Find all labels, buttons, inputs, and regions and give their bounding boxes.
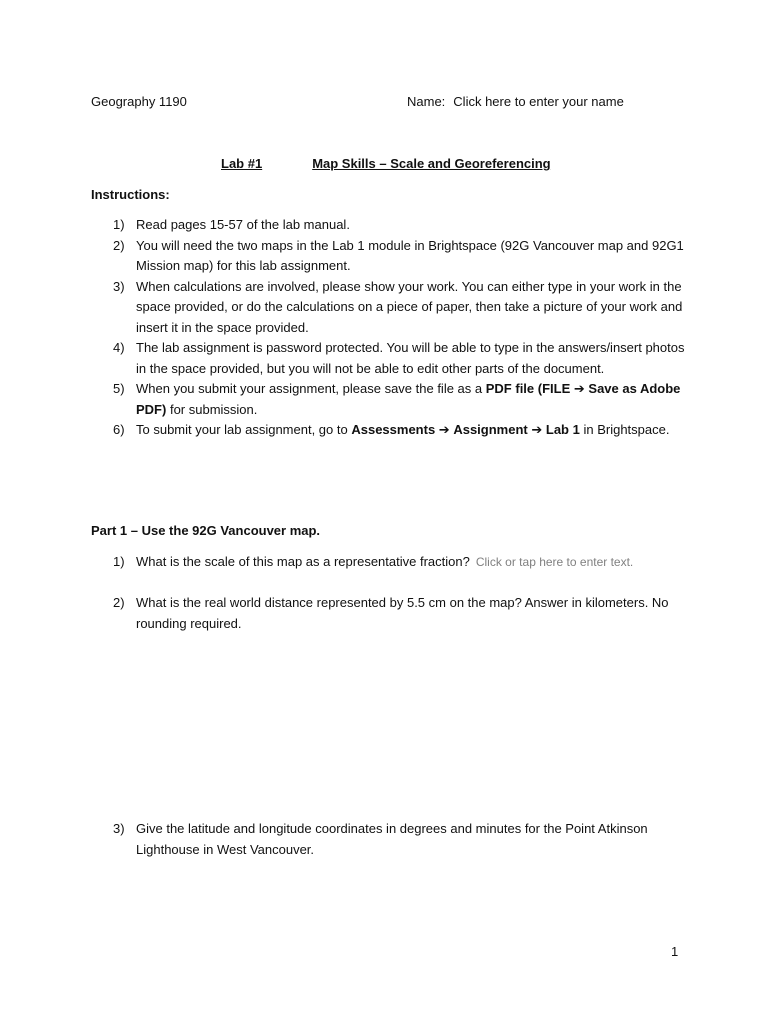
list-item-number: 1) (113, 217, 125, 232)
list-item (91, 277, 691, 339)
name-label: Name: (407, 94, 446, 109)
part1-heading: Part 1 – Use the 92G Vancouver map. (91, 523, 321, 538)
question-list (91, 593, 691, 634)
list-item-bold: PDF file (FILE (485, 381, 571, 396)
instructions-list (91, 215, 691, 441)
question-number: 3) (113, 821, 125, 836)
question-list (91, 552, 691, 573)
question-item (91, 593, 691, 634)
list-item-number: 4) (113, 340, 125, 355)
list-item-number: 6) (113, 422, 125, 437)
list-item (91, 215, 691, 236)
list-item-bold: Assignment (453, 422, 528, 437)
list-item-text: You will need the two maps in the Lab 1 module in Brightspace (92G Vancouver map and 92G1 Mission map) for this lab assignment. (136, 237, 684, 273)
arrow-right-icon: ➔ (573, 381, 585, 396)
list-item-number: 2) (113, 237, 125, 253)
instructions-heading: Instructions: (91, 187, 170, 202)
list-item (91, 420, 691, 441)
list-item-text: When calculations are involved, please show your work. You can either type in your work in the space provided, or do the calculations on a piece of paper, then take a picture of your work and insert it in the space provided. (136, 278, 683, 335)
arrow-right-icon: ➔ (438, 422, 450, 437)
list-item-bold: Assessments (351, 422, 436, 437)
answer-field[interactable]: Click or tap here to enter text. (475, 555, 634, 569)
name-row (407, 92, 624, 113)
question-number: 1) (113, 554, 125, 569)
question-number: 2) (113, 595, 125, 610)
list-item-text: The lab assignment is password protected. You will be able to type in the answers/insert photos in the space provided, but you will not be able to edit other parts of the document. (136, 340, 685, 376)
question-text: What is the scale of this map as a representative fraction? (136, 554, 470, 569)
list-item (91, 236, 691, 277)
lab-topic: Map Skills – Scale and Georeferencing (312, 156, 551, 171)
question-item (91, 552, 691, 573)
page-number: 1 (671, 944, 679, 959)
list-item-bold: Save as Adobe PDF) (136, 381, 681, 417)
list-item-text-post: for submission. (166, 401, 258, 417)
arrow-right-icon: ➔ (531, 422, 543, 437)
list-item-text-pre: To submit your lab assignment, go to (136, 422, 352, 437)
name-field[interactable]: Click here to enter your name (453, 94, 624, 109)
lab-title (221, 154, 551, 175)
question-text: Give the latitude and longitude coordinates in degrees and minutes for the Point Atkinson Lighthouse in West Vancouver. (136, 821, 648, 857)
lab-number: Lab #1 (221, 156, 263, 171)
list-item-bold: Lab 1 (545, 422, 580, 437)
list-item-number: 3) (113, 278, 125, 294)
list-item-number: 5) (113, 381, 125, 396)
list-item (91, 379, 691, 420)
question-item (91, 819, 691, 860)
list-item (91, 338, 691, 379)
course-label: Geography 1190 (91, 94, 187, 109)
list-item-text-post: in Brightspace. (579, 422, 670, 437)
question-text: What is the real world distance represented by 5.5 cm on the map? Answer in kilometers. No rounding required. (136, 595, 669, 631)
question-list (91, 819, 691, 860)
list-item-text: Read pages 15-57 of the lab manual. (136, 217, 350, 232)
list-item-text-pre: When you submit your assignment, please save the file as a (136, 381, 486, 396)
